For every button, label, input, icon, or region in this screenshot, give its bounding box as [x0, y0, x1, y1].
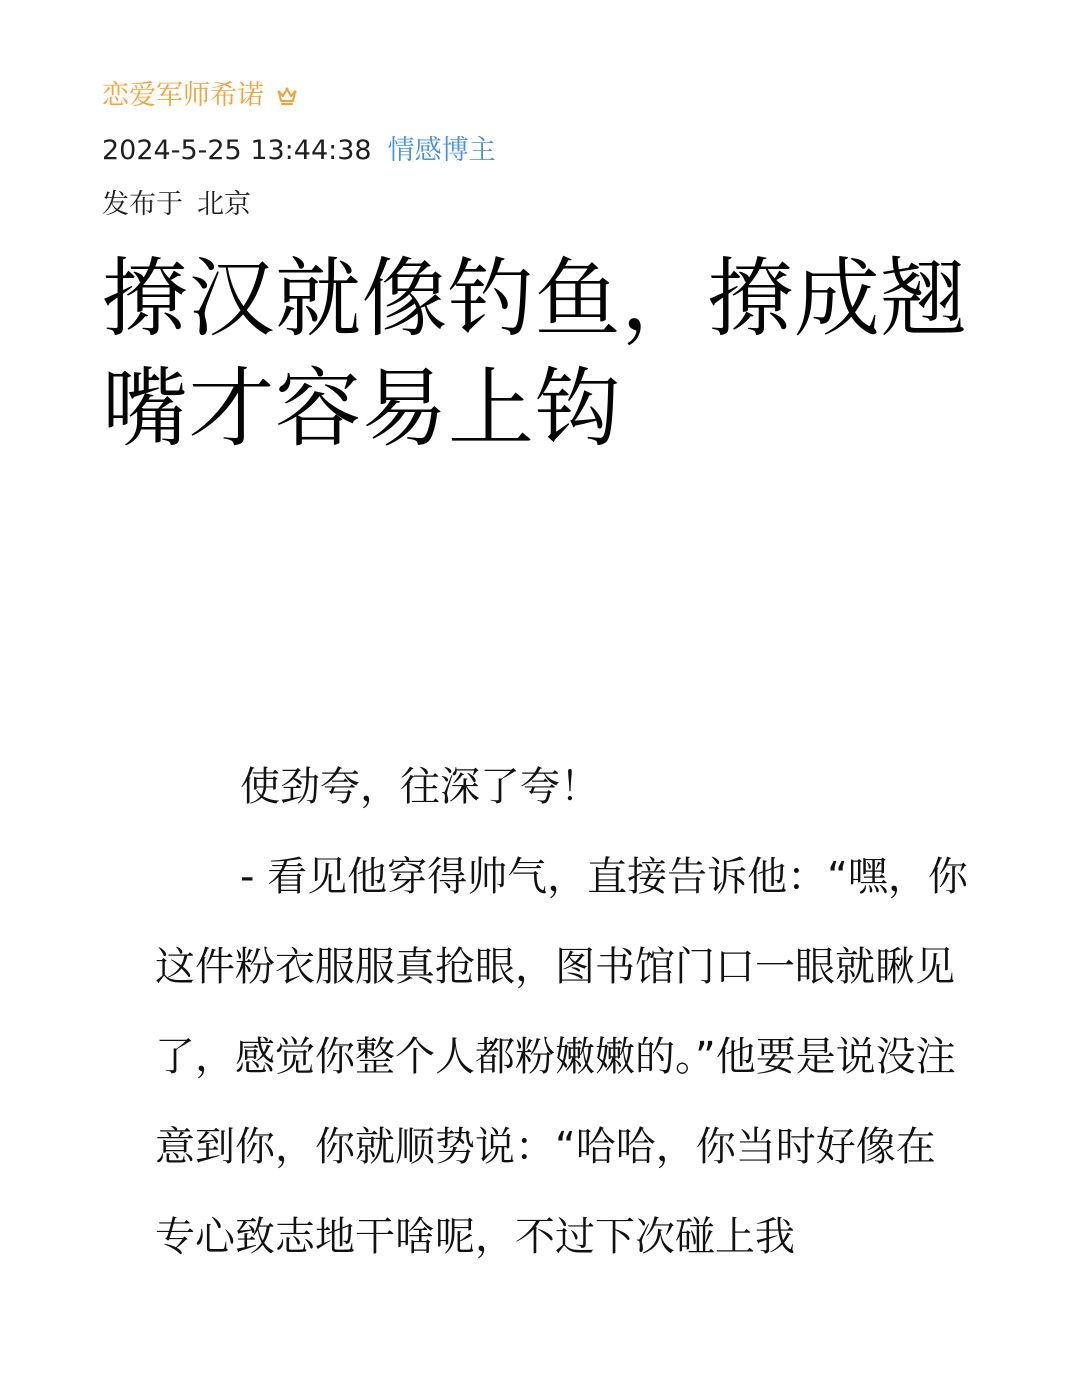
author-tag[interactable]: 情感博主 — [387, 135, 496, 166]
location-row — [102, 185, 251, 225]
post-meta-row — [102, 131, 496, 171]
location-name: 北京 — [197, 189, 251, 220]
post-title: 撩汉就像钓鱼，撩成翘嘴才容易上钩 — [102, 249, 967, 459]
author-name[interactable]: 恋爱军师希诺 — [102, 80, 264, 111]
article-body — [155, 742, 970, 1282]
post-timestamp: 2024-5-25 13:44:38 — [102, 135, 372, 166]
location-prefix: 发布于 — [102, 189, 183, 220]
author-row — [102, 76, 300, 116]
article-paragraph: 使劲夸，往深了夸！ — [240, 764, 600, 810]
article-paragraph: - 看见他穿得帅气，直接告诉他：“嘿，你这件粉衣服服真抢眼，图书馆门口一眼就瞅见了，感觉你整个人都粉嫩嫩的。”他要是说没注意到你，你就顺势说：“哈哈，你当时好像在专心致志地干啥呢，不过下次碰上我 — [155, 854, 968, 1260]
crown-icon — [274, 83, 300, 109]
